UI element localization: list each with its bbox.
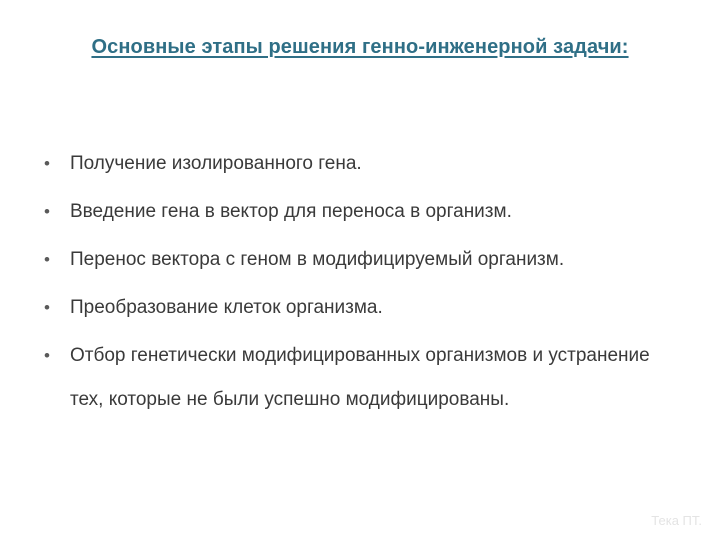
bullet-icon: • <box>44 154 50 173</box>
watermark: Тека ПТ. <box>651 513 702 528</box>
slide-title: Основные этапы решения генно-инженерной задачи: <box>91 36 629 58</box>
list-item <box>40 286 680 330</box>
bullet-icon: • <box>44 250 50 269</box>
bullet-list <box>40 142 680 426</box>
list-item-text: Получение изолированного гена. <box>70 153 362 174</box>
bullet-icon: • <box>44 298 50 317</box>
list-item <box>40 238 680 282</box>
list-item-text: Преобразование клеток организма. <box>70 297 383 318</box>
list-item-text: Введение гена в вектор для переноса в организм. <box>70 201 512 222</box>
list-item <box>40 334 680 422</box>
list-item <box>40 142 680 186</box>
list-item-text: Перенос вектора с геном в модифицируемый организм. <box>70 249 565 270</box>
bullet-icon: • <box>44 202 50 221</box>
list-item <box>40 190 680 234</box>
bullet-icon: • <box>44 346 50 365</box>
list-item-text: Отбор генетически модифицированных организмов и устранение тех, которые не были успешно модифицированы. <box>70 345 650 410</box>
